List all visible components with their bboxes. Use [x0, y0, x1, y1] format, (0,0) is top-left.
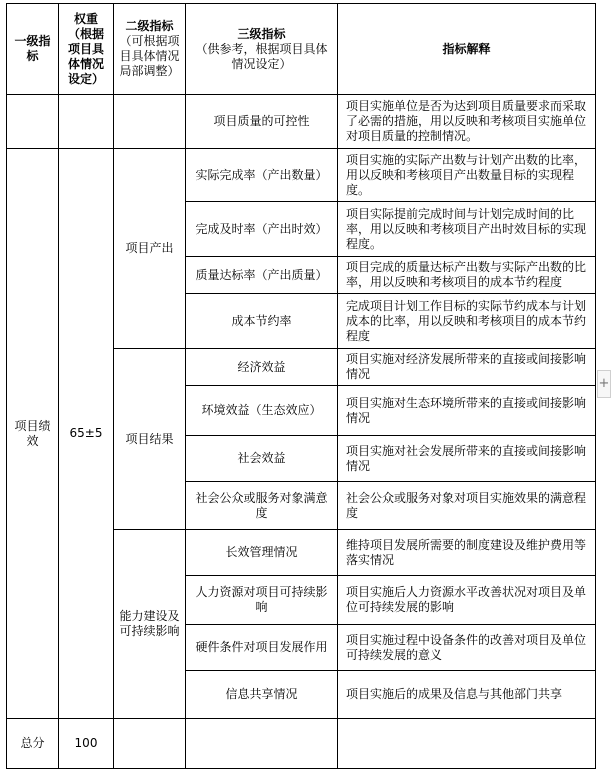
weight-cell: 65±5 — [59, 149, 114, 719]
explanation-cell: 项目实际提前完成时间与计划完成时间的比率，用以反映和考核项目产出时效目标的实现程度。 — [338, 202, 596, 257]
explanation-cell: 维持项目发展所需要的制度建设及维护费用等落实情况 — [338, 530, 596, 576]
level3-cell: 社会效益 — [186, 436, 338, 482]
level3-cell: 项目质量的可控性 — [186, 95, 338, 149]
header-explanation: 指标解释 — [338, 4, 596, 95]
explanation-cell: 项目实施后人力资源水平改善状况对项目及单位可持续发展的影响 — [338, 576, 596, 625]
explanation-cell: 社会公众或服务对象对项目实施效果的满意程度 — [338, 482, 596, 530]
level3-cell: 人力资源对项目可持续影响 — [186, 576, 338, 625]
empty-cell — [7, 95, 59, 149]
level3-cell: 环境效益（生态效应） — [186, 386, 338, 436]
header-level2-note: （可根据项目具体情况局部调整） — [119, 34, 180, 78]
level2-cell: 项目结果 — [114, 349, 186, 530]
empty-cell — [114, 719, 186, 769]
indicator-table — [6, 3, 596, 769]
explanation-cell: 项目实施对生态环境所带来的直接或间接影响情况 — [338, 386, 596, 436]
level3-cell: 硬件条件对项目发展作用 — [186, 625, 338, 671]
level3-cell: 信息共享情况 — [186, 671, 338, 719]
level3-cell: 质量达标率（产出质量） — [186, 257, 338, 294]
header-weight: 权重（根据项目具体情况设定） — [59, 4, 114, 95]
explanation-cell: 项目实施后的成果及信息与其他部门共享 — [338, 671, 596, 719]
table-row — [7, 149, 596, 202]
explanation-cell: 项目实施对社会发展所带来的直接或间接影响情况 — [338, 436, 596, 482]
header-level1: 一级指标 — [7, 4, 59, 95]
level1-cell: 项目绩效 — [7, 149, 59, 719]
level3-cell: 完成及时率（产出时效） — [186, 202, 338, 257]
total-weight: 100 — [59, 719, 114, 769]
explanation-cell: 完成项目计划工作目标的实际节约成本与计划成本的比率，用以反映和考核项目的成本节约程度 — [338, 294, 596, 349]
explanation-cell: 项目实施过程中设备条件的改善对项目及单位可持续发展的意义 — [338, 625, 596, 671]
total-row — [7, 719, 596, 769]
total-label: 总分 — [7, 719, 59, 769]
explanation-cell: 项目实施单位是否为达到项目质量要求而采取了必需的措施，用以反映和考核项目实施单位对项目质量的控制情况。 — [338, 95, 596, 149]
empty-cell — [114, 95, 186, 149]
header-row — [7, 4, 596, 95]
header-level3 — [186, 4, 338, 95]
header-level2 — [114, 4, 186, 95]
empty-cell — [186, 719, 338, 769]
explanation-cell: 项目完成的质量达标产出数与实际产出数的比率，用以反映和考核项目的成本节约程度 — [338, 257, 596, 294]
level3-cell: 成本节约率 — [186, 294, 338, 349]
empty-cell — [338, 719, 596, 769]
explanation-cell: 项目实施对经济发展所带来的直接或间接影响情况 — [338, 349, 596, 386]
header-level2-title: 二级指标 — [125, 19, 174, 33]
level3-cell: 经济效益 — [186, 349, 338, 386]
table-row — [7, 95, 596, 149]
level3-cell: 社会公众或服务对象满意度 — [186, 482, 338, 530]
empty-cell — [59, 95, 114, 149]
plus-icon[interactable]: + — [597, 370, 611, 398]
header-level3-title: 三级指标 — [237, 26, 286, 41]
level3-cell: 实际完成率（产出数量） — [186, 149, 338, 202]
level2-cell: 项目产出 — [114, 149, 186, 349]
level2-cell: 能力建设及可持续影响 — [114, 530, 186, 719]
explanation-cell: 项目实施的实际产出数与计划产出数的比率，用以反映和考核项目产出数量目标的实现程度。 — [338, 149, 596, 202]
level3-cell: 长效管理情况 — [186, 530, 338, 576]
header-level3-note: （供参考，根据项目具体情况设定） — [195, 41, 328, 71]
